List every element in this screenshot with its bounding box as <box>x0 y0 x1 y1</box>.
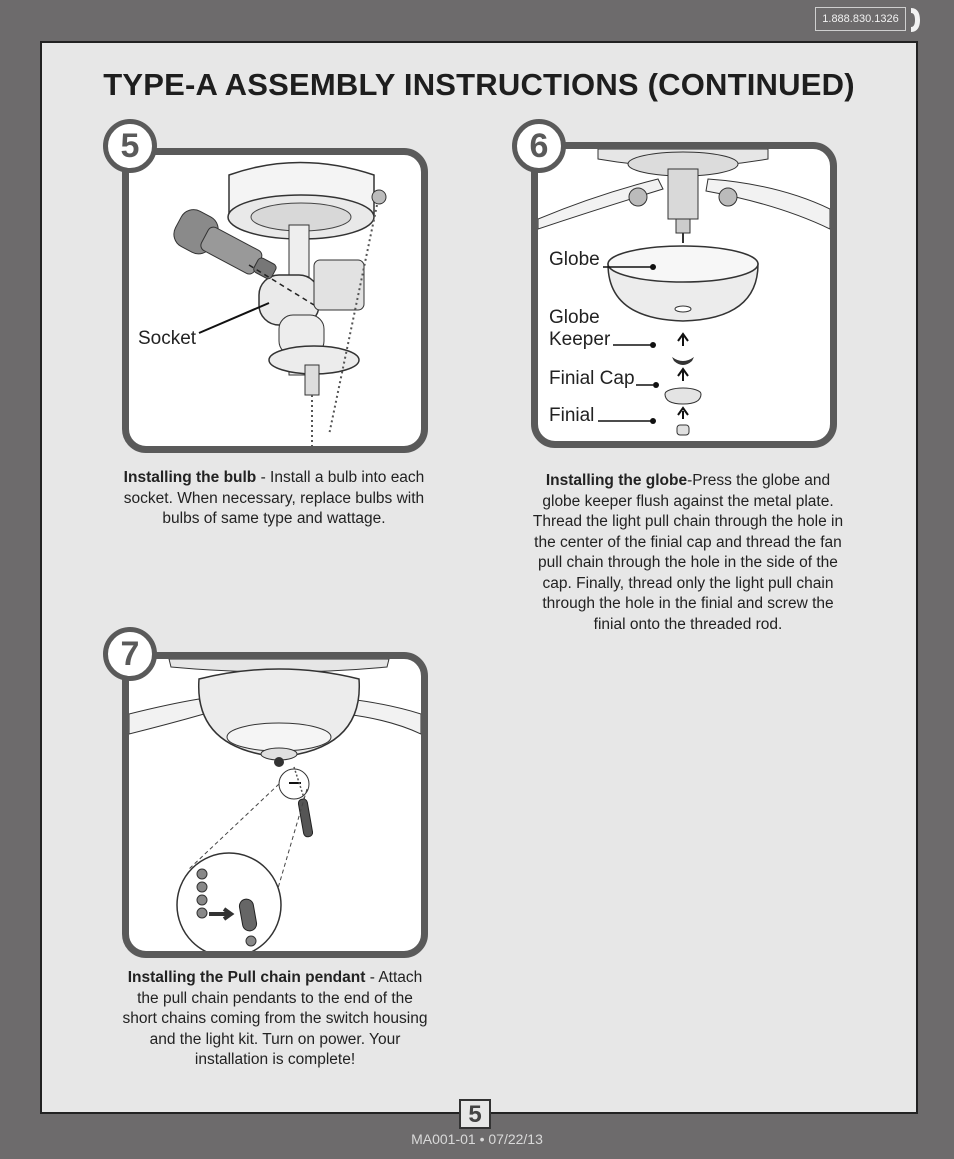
globe-keeper-label-line2: Keeper <box>549 329 611 350</box>
page-number-badge: 5 <box>459 1099 491 1129</box>
step-7-caption <box>122 968 428 1071</box>
globe-assembly-drawing <box>538 149 830 441</box>
step-5-illustration <box>122 148 428 453</box>
finial-label: Finial <box>549 405 595 426</box>
step-7-caption-body: - Attach the pull chain pendants to the end of the short chains coming from the switch housing and the light kit. Turn on power. Your installation is complete! <box>122 969 428 1068</box>
step-6-caption-heading: Installing the globe <box>545 472 688 489</box>
phone-handset-icon <box>908 6 922 34</box>
step-6-caption-body: -Press the globe and globe keeper flush against the metal plate. Thread the light pull chain through the hole in the center of the finial cap and thread the fan pull chain through the hole in the side of the cap. Finally, thread only the light pull chain through the hole in the finial and screw the finial onto the threaded rod. <box>532 472 844 633</box>
socket-label: Socket <box>138 328 197 349</box>
step-6-caption <box>529 471 847 635</box>
step-5-caption <box>114 468 434 530</box>
step-5-caption-heading: Installing the bulb <box>123 469 257 486</box>
step-number-7: 7 <box>103 627 157 681</box>
step-7-caption-heading: Installing the Pull chain pendant <box>127 969 366 986</box>
page-title: TYPE-A ASSEMBLY INSTRUCTIONS (CONTINUED) <box>103 67 855 102</box>
globe-keeper-label-line1: Globe <box>549 307 600 328</box>
instruction-page <box>40 41 918 1114</box>
document-code: MA001-01 • 07/22/13 <box>411 1131 543 1147</box>
finial-cap-label: Finial Cap <box>549 368 635 389</box>
bulb-socket-drawing <box>129 155 421 446</box>
phone-number: 1.888.830.1326 <box>815 7 906 31</box>
step-7-illustration <box>122 652 428 958</box>
pull-chain-pendant-drawing <box>129 659 421 951</box>
step-number-5: 5 <box>103 119 157 173</box>
step-6-illustration <box>531 142 837 448</box>
globe-label: Globe <box>549 249 600 270</box>
step-5-caption-body: - Install a bulb into each socket. When necessary, replace bulbs with bulbs of same type and wattage. <box>123 469 425 527</box>
step-number-6: 6 <box>512 119 566 173</box>
